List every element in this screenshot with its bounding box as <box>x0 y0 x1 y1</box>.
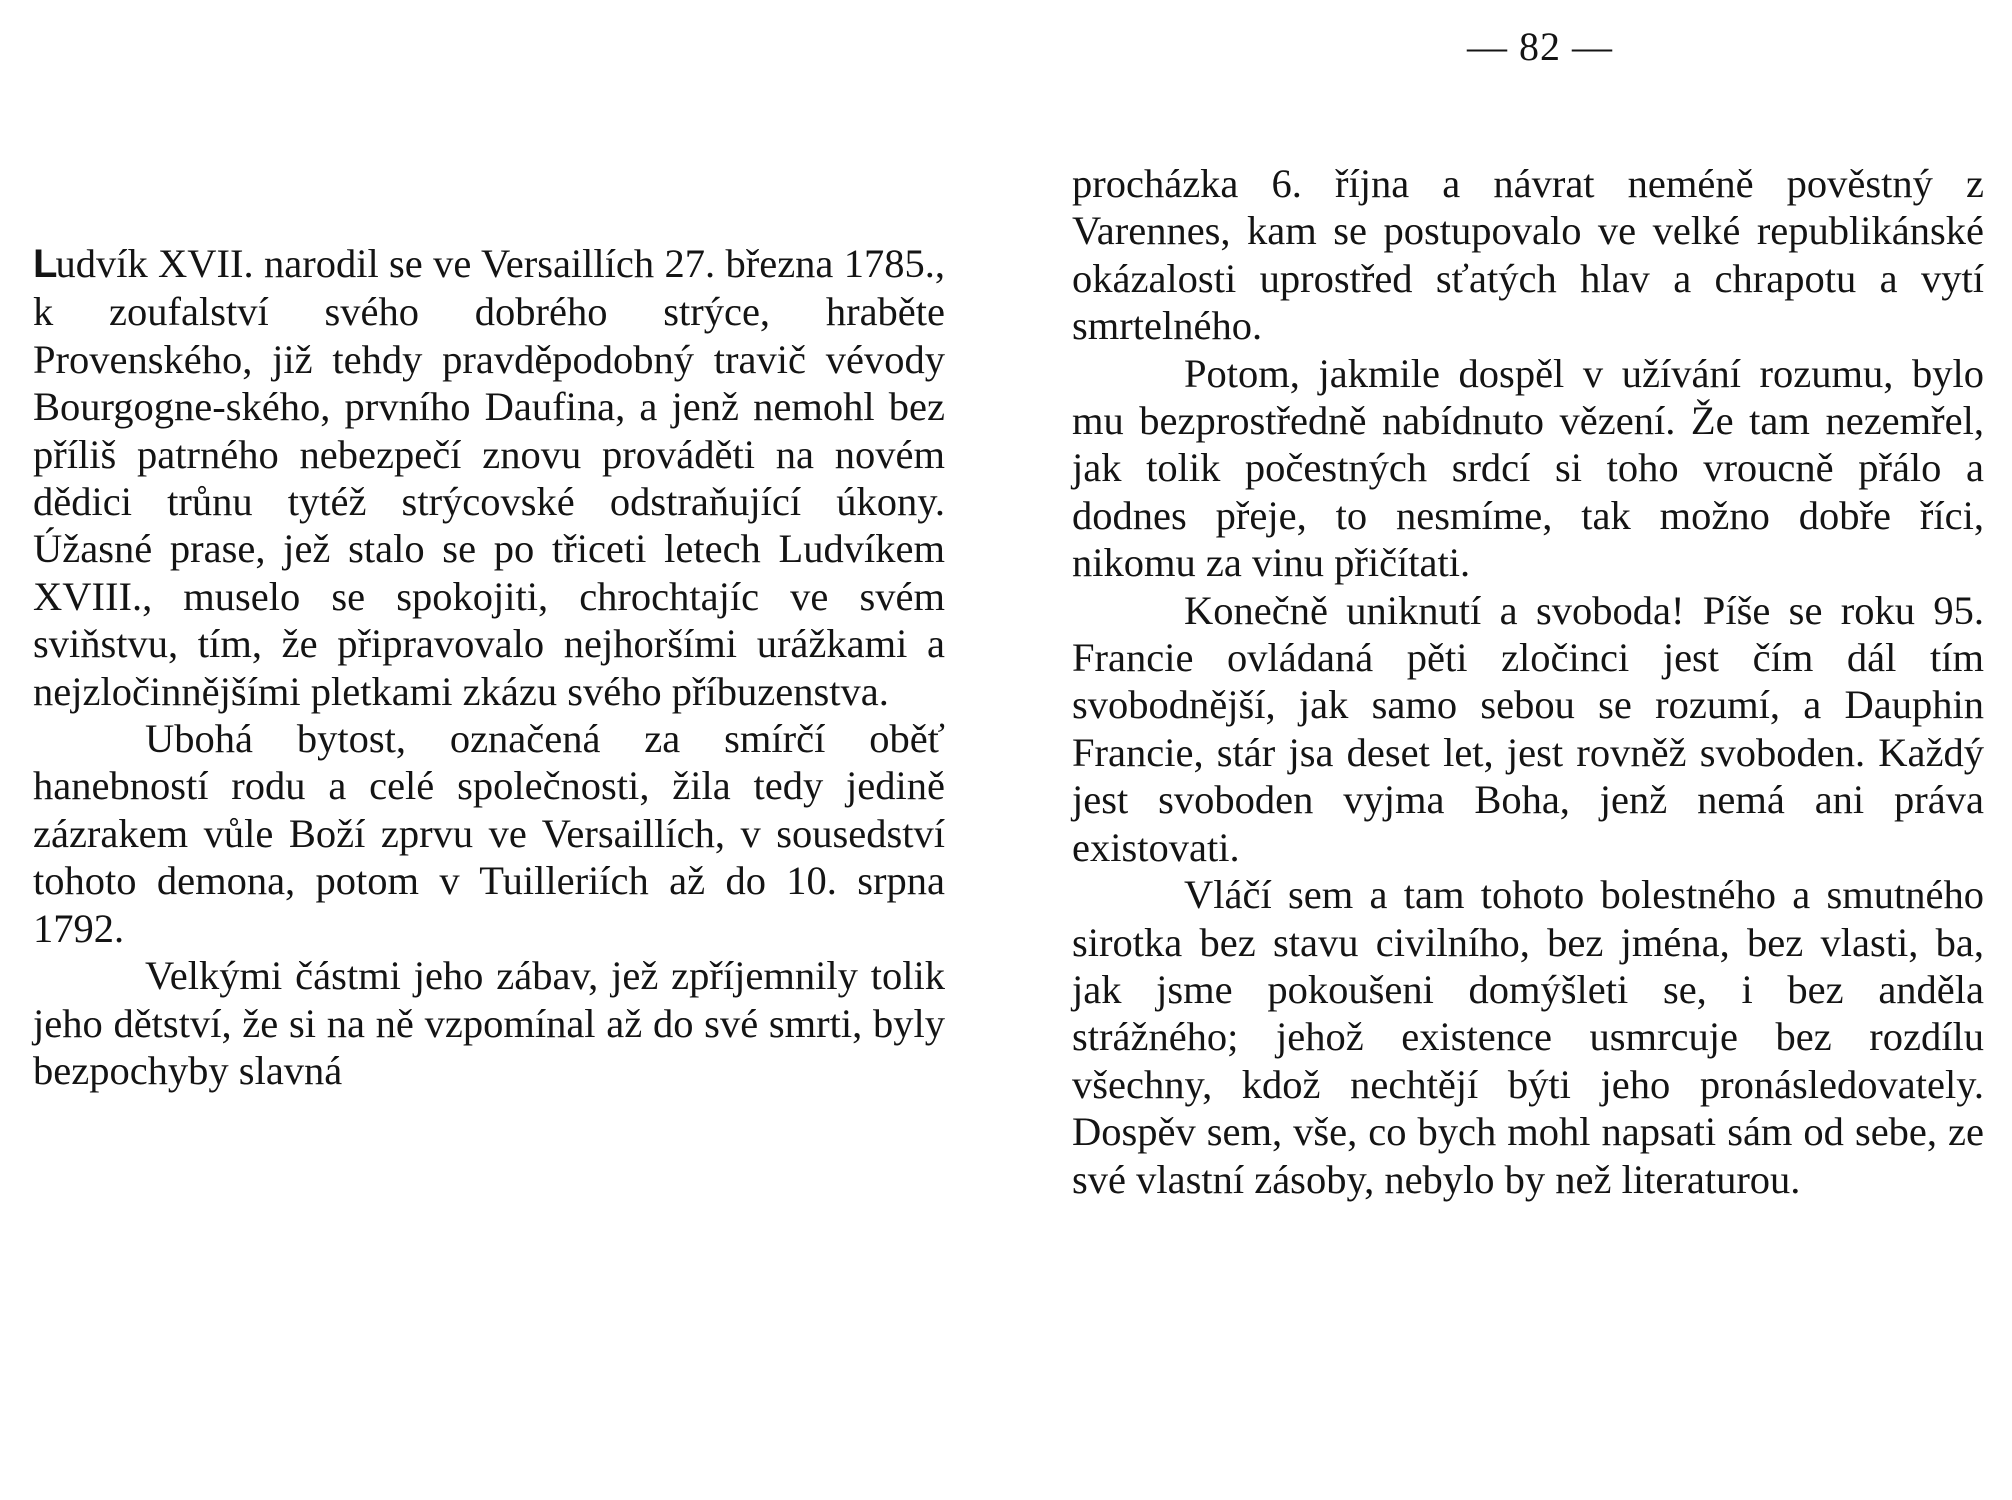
left-column <box>33 240 945 1094</box>
left-paragraph-2: Ubohá bytost, označená za smírčí oběť hanebností rodu a celé společnosti, žila tedy jedině zázrakem vůle Boží zprvu ve Versaillích, v sousedství tohoto demona, potom v Tuilleriích až do 10. srpna 1792. <box>33 716 945 951</box>
page-number: — 82 — <box>1467 24 1613 69</box>
right-paragraph-2: Potom, jakmile dospěl v užívání rozumu, bylo mu bezprostředně nabídnuto vězení. Že tam nezemřel, jak tolik počestných srdcí si toho vroucně přálo a dodnes přeje, to nesmíme, tak možno dobře říci, nikomu za vinu přičítati. <box>1072 350 1984 586</box>
right-column <box>1072 160 1984 1203</box>
right-paragraph-4: Vláčí sem a tam tohoto bolestného a smutného sirotka bez stavu civilního, bez jména, bez vlasti, ba, jak jsme pokoušeni domýšleti se, i bez anděla strážného; jehož existence usmrcuje bez rozdílu všechny, kdož nechtějí býti jeho pronásledovately. Dospěv sem, vše, co bych mohl napsati sám od sebe, ze své vlastní zásoby, nebylo by než literaturou. <box>1072 872 1984 1202</box>
right-paragraph-3: Konečně uniknutí a svoboda! Píše se roku 95. Francie ovládaná pěti zločinci jest čím dál tím svobodnější, jak samo sebou se rozumí, a Dauphin Francie, stár jsa deset let, jest rovněž svoboden. Každý jest svoboden vyjma Boha, jenž nemá ani práva existovati. <box>1072 587 1984 870</box>
left-paragraph-1-text: udvík XVII. narodil se ve Versaillích 27. března 1785., k zoufalství svého dobrého strýce, hraběte Provenského, již tehdy pravděpodobný travič vévody Bourgogne-ského, prvního Daufina, a jenž nemohl bez příliš patrného nebezpečí znovu prováděti na novém dědici trůnu tytéž strýcovské odstraňující úkony. Úžasné prase, jež stalo se po třiceti letech Ludvíkem XVIII., muselo se spokojiti, chrochtajíc ve svém sviňstvu, tím, že připravovalo nejhoršími urážkami a nejzločinnějšími pletkami zkázu svého příbuzenstva. <box>33 241 945 714</box>
left-paragraph-3: Velkými částmi jeho zábav, jež zpříjemnily tolik jeho dětství, že si na ně vzpomínal až do své smrti, byly bezpochyby slavná <box>33 953 945 1093</box>
left-paragraph-1 <box>33 240 945 715</box>
initial-letter: L <box>33 242 56 286</box>
right-paragraph-1: procházka 6. října a návrat neméně pověstný z Varennes, kam se postupovalo ve velké republikánské okázalosti uprostřed sťatých hlav a chrapotu a vytí smrtelného. <box>1072 161 1984 349</box>
